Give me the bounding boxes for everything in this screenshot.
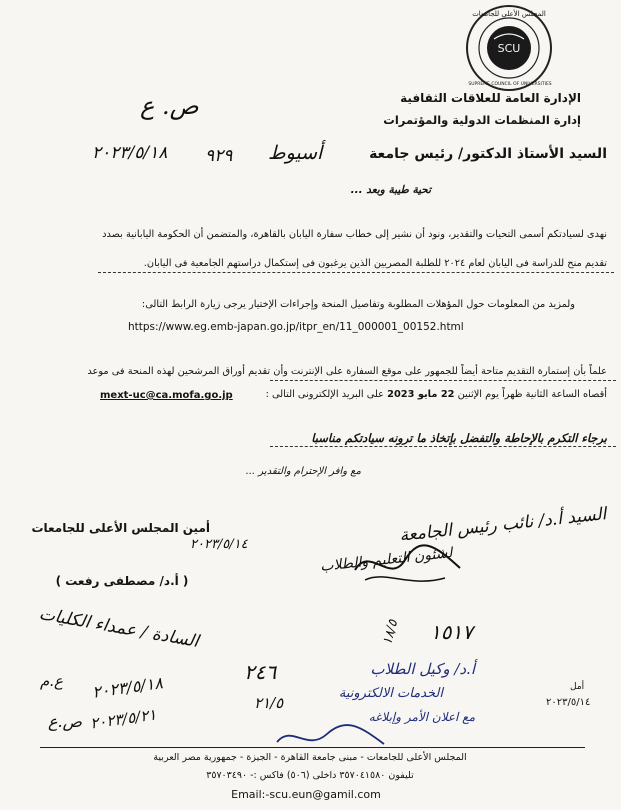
dept-line-1: الإدارة العامة للعلاقات الثقافية bbox=[400, 91, 581, 105]
seal-arabic-name: المجلس الأعلى للجامعات bbox=[472, 10, 546, 18]
footer-phone: تليفون ٣٥٧٠٤١٥٨٠ داخلى (٥٠٦) فاكس :- ٣٥٧٠٣٤٩٠ bbox=[206, 770, 414, 781]
body-p1-line1: نهدى لسيادتكم أسمى التحيات والتقدير، ونود أن نشير إلى خطاب سفارة اليابان بالقاهرة، والمتضمن أن الحكومة اليابانية بصدد bbox=[102, 229, 607, 240]
hw-signature-scribble bbox=[350, 540, 470, 590]
footer-address: المجلس الأعلى للجامعات - مبنى جامعة القاهرة - الجيزة - جمهورية مصر العربية bbox=[153, 752, 467, 763]
body-p2-line1: ولمزيد من المعلومات حول المؤهلات المطلوبة وتفاصيل المنحة وإجراءات الإختيار يرجى زيارة الرابط التالى: bbox=[141, 299, 575, 310]
amal-date: ٢٠٢٣/٥/١٤ bbox=[546, 697, 591, 708]
closing-line: مع وافر الإحترام والتقدير ... bbox=[245, 466, 361, 477]
hw-mid-date: ٢١/٥ bbox=[254, 694, 284, 712]
request-line: برجاء التكرم بالإحاطة والتفضل بإتخاذ ما ترونه سيادتكم مناسبا bbox=[311, 431, 607, 445]
hw-ref-number: ٩٢٩ bbox=[205, 146, 233, 166]
hw-mid-number: ٢٤٦ bbox=[244, 660, 277, 684]
hw-note-general: ع.م bbox=[40, 672, 64, 690]
amal-label: أمل bbox=[570, 682, 585, 692]
deadline-prefix: أقصاه الساعة الثانية ظهراً يوم الإثنين bbox=[457, 389, 607, 400]
salutation: السيد الأستاذ الدكتور/ رئيس جامعة bbox=[369, 146, 607, 162]
hw-note-announce: مع اعلان الأمر وإبلاغه bbox=[368, 710, 475, 724]
hw-left-date-1: ٢٠٢٣/٥/١٨ bbox=[91, 673, 164, 702]
greeting: تحية طيبة وبعد ... bbox=[350, 184, 431, 196]
hw-note-vice-president: السيد أ.د/ نائب رئيس الجامعة bbox=[398, 504, 608, 546]
hw-sign-date: ٢٠٢٣/٥/١٤ bbox=[190, 537, 248, 552]
footer-email[interactable]: Email:-scu.eun@gamil.com bbox=[231, 788, 381, 801]
underline-embassy bbox=[270, 380, 616, 381]
hw-note-eservices: الخدمات الالكترونية bbox=[338, 686, 443, 701]
signatory-title: أمين المجلس الأعلى للجامعات bbox=[31, 521, 210, 535]
hw-ref-date: ٢٠٢٣/٥/١٨ bbox=[92, 143, 168, 163]
signatory-name: ( أ.د/ مصطفى رفعت ) bbox=[55, 574, 189, 588]
deadline-date: 22 مايو 2023 bbox=[387, 389, 455, 400]
hw-university-name: أسيوط bbox=[268, 142, 323, 164]
deadline-suffix: على البريد الإلكترونى التالى : bbox=[265, 389, 385, 400]
hw-blue-signature bbox=[272, 720, 392, 756]
submission-email-link[interactable]: mext-uc@ca.mofa.go.jp bbox=[100, 390, 233, 401]
dept-line-2: إدارة المنظمات الدولية والمؤتمرات bbox=[383, 113, 581, 127]
hw-ref-code: ص. ع bbox=[140, 92, 199, 120]
hw-note-student-dean: أ.د/ وكيل الطلاب bbox=[370, 660, 475, 678]
body-p3-line2 bbox=[266, 389, 607, 400]
body-p3-line1: علماً بأن إستمارة التقديم متاحة أيضاً للجمهور على موقع السفارة على الإنترنت وأن تقديم أوراق المرشحين لهذه المنحة فى موعد bbox=[87, 366, 607, 377]
underline-request bbox=[270, 446, 616, 447]
hw-left-code: ص.ع bbox=[48, 712, 82, 731]
seal-english-name: SUPREME COUNCIL OF UNIVERSITIES bbox=[468, 82, 552, 87]
hw-date-right: ١٨/٥ bbox=[380, 618, 402, 647]
hw-left-date-2: ٢٠٢٣/٥/٢١ bbox=[89, 705, 158, 733]
seal-initials: SCU bbox=[497, 42, 521, 55]
info-url-link[interactable]: https://www.eg.emb-japan.go.jp/itpr_en/11_000001_00152.html bbox=[128, 321, 464, 333]
body-p1-line2: تقديم منح للدراسة فى اليابان لعام ٢٠٢٤ للطلبة المصريين الذين يرغبون فى إستكمال دراستهم الجامعية فى اليابان. bbox=[143, 258, 607, 269]
hw-note-deans: السادة / عمداء الكليات bbox=[37, 604, 201, 652]
hw-note-education-affairs: لشئون التعليم والطلاب bbox=[319, 545, 454, 575]
hw-number-right: ١٥١٧ bbox=[430, 620, 473, 644]
footer-divider bbox=[40, 747, 585, 748]
underline-scholarship bbox=[98, 272, 614, 273]
